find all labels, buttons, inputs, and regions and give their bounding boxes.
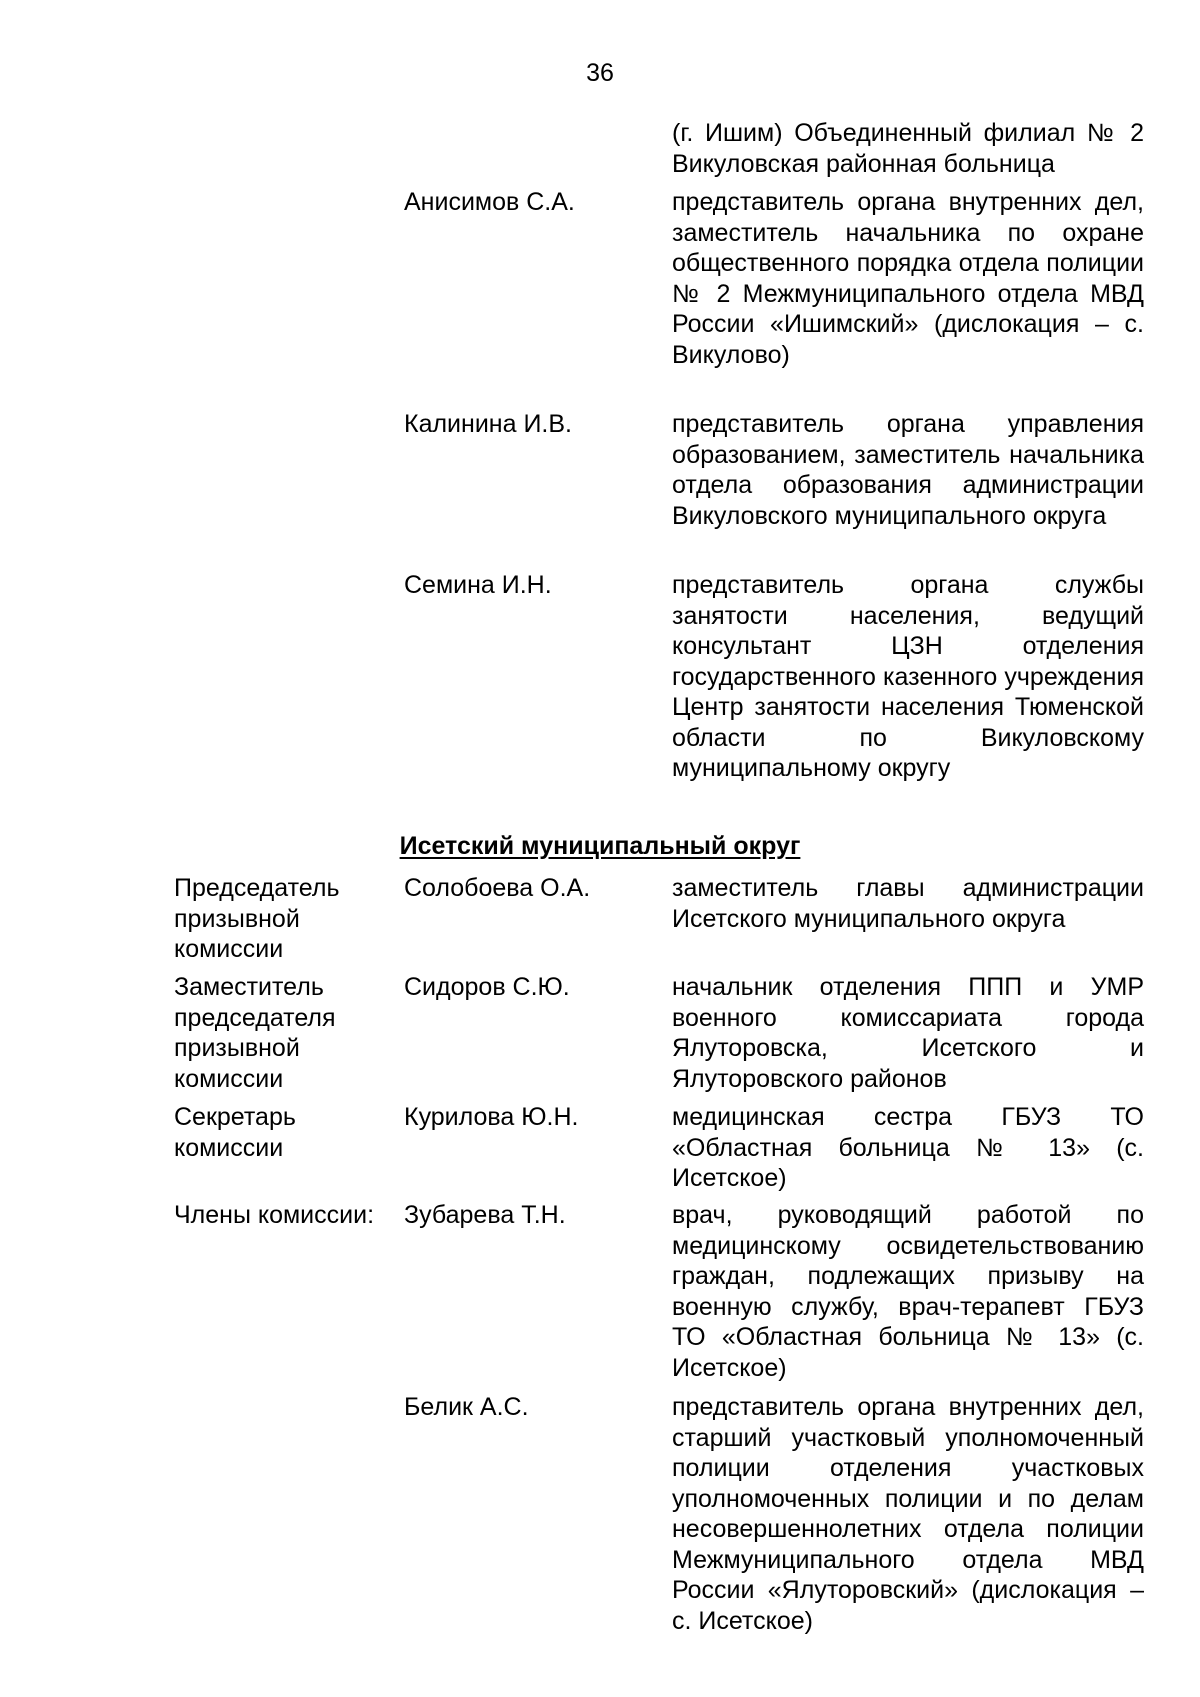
section-heading (0, 831, 1200, 861)
member-description: заместитель главы администрации Исетского муниципального округа (672, 874, 1144, 933)
member-description: представитель органа управления образованием, заместитель начальника отдела образования администрации Викуловского муниципального округа (672, 410, 1144, 530)
member-name: Зубарева Т.Н. (404, 1201, 566, 1229)
member-description: медицинская сестра ГБУЗ ТО «Областная больница № 13» (с. Исетское) (672, 1103, 1144, 1192)
section-heading-text: Исетский муниципальный округ (399, 832, 801, 860)
member-name: Белик А.С. (404, 1393, 529, 1421)
member-description: начальник отделения ППП и УМР военного комиссариата города Ялуторовска, Исетского и Ялуторовского районов (672, 973, 1144, 1093)
member-role: Секретарь комиссии (174, 1103, 296, 1162)
member-name: Калинина И.В. (404, 410, 572, 438)
member-name: Сидоров С.Ю. (404, 973, 570, 1001)
member-description: (г. Ишим) Объединенный филиал № 2 Викуловская районная больница (672, 119, 1144, 178)
member-name: Курилова Ю.Н. (404, 1103, 579, 1131)
member-description: представитель органа службы занятости населения, ведущий консультант ЦЗН отделения государственного казенного учреждения Центр занятости населения Тюменской области по Викуловскому муниципальному округу (672, 571, 1144, 782)
page-number: 36 (586, 59, 614, 87)
member-role: Члены комиссии: (174, 1201, 375, 1229)
member-name: Семина И.Н. (404, 571, 552, 599)
member-name: Солобоева О.А. (404, 874, 591, 902)
member-role: Председатель призывной комиссии (174, 874, 340, 963)
member-name: Анисимов С.А. (404, 188, 575, 216)
member-role: Заместитель председателя призывной комиссии (174, 973, 336, 1093)
member-description: врач, руководящий работой по медицинскому освидетельствованию граждан, подлежащих призыву на военную службу, врач-терапевт ГБУЗ ТО «Областная больница № 13» (с. Исетское) (672, 1201, 1144, 1382)
member-description: представитель органа внутренних дел, заместитель начальника по охране общественного порядка отдела полиции № 2 Межмуниципального отдела МВД России «Ишимский» (дислокация – с. Викулово) (672, 188, 1144, 369)
member-description: представитель органа внутренних дел, старший участковый уполномоченный полиции отделения участковых уполномоченных полиции и по делам несовершеннолетних отдела полиции Межмуниципального отдела МВД России «Ялуторовский» (дислокация – с. Исетское) (672, 1393, 1144, 1635)
